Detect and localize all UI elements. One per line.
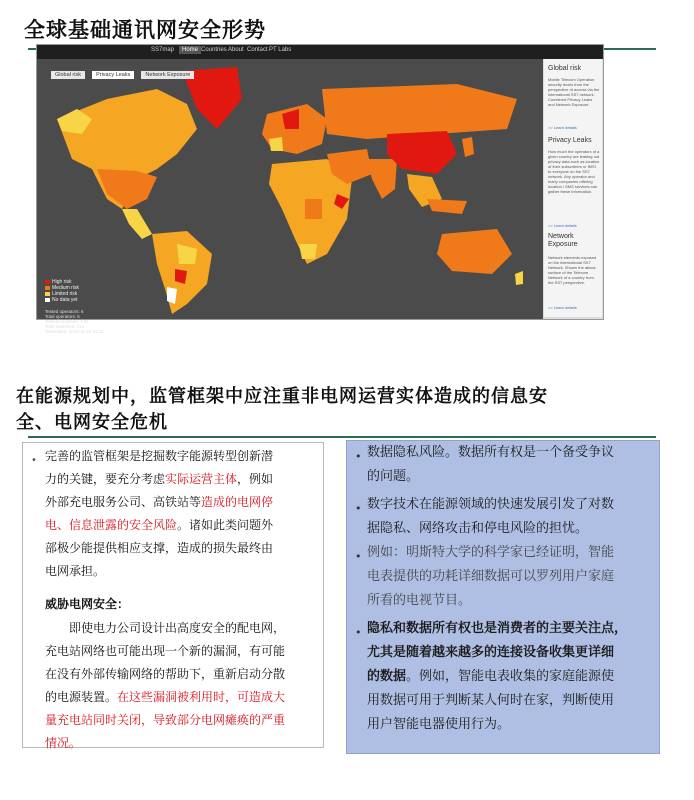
side-global-risk-text: Mobile Telecom Operation security levels from the perspective of access via the international SS7 network. Combined Privacy Leaks and Network Exposure. — [548, 77, 600, 107]
region-central-africa[interactable] — [305, 199, 322, 219]
region-russia[interactable] — [322, 84, 517, 139]
title-line1: 在能源规划中，监管框架中应注重非电网运营实体造成的信息安 — [16, 386, 548, 407]
world-map — [37, 59, 543, 334]
tab-privacy-leaks[interactable]: Privacy Leaks — [92, 71, 134, 79]
nav-ptlabs[interactable]: PT Labs — [269, 47, 292, 53]
map-legend — [45, 279, 79, 303]
nav-logo[interactable]: SS7map — [151, 47, 175, 53]
right-bullet-1: 数据隐私风险。数据所有权是一个备受争议 的问题。 — [367, 445, 615, 484]
side-network-link[interactable]: >> Learn details — [548, 305, 577, 310]
map-stats — [45, 309, 104, 334]
right-bullet-2: 数字技术在能源领域的快速发展引发了对数 据隐私、网络攻击和停电风险的担忧。 — [367, 497, 615, 536]
info-sidebar — [544, 59, 602, 317]
nav-about[interactable]: About — [228, 47, 244, 53]
slide-title-bottom — [16, 384, 656, 436]
side-network-title: Network Exposure — [548, 233, 578, 248]
right-bullet-4: 隐私和数据所有权也是消费者的主要关注点， 尤其是随着越来越多的连接设备收集更详细 的数据。例如，智能电表收集的家庭能源使 用数据可用于判断某人何时在家，判断使用 用户智能电器使用行为。 — [367, 621, 628, 732]
region-indonesia[interactable] — [427, 199, 467, 214]
bullet-dot: • — [31, 455, 37, 466]
region-china[interactable] — [387, 131, 457, 174]
side-privacy-text: How much the operators of a given country are leaking out privacy data such as location of their subscribers or IMSI to everyone on the SS7 network. Any operator and many companies offering location / SMS services can gather these information. — [548, 149, 600, 194]
region-south-africa[interactable] — [299, 244, 317, 259]
left-paragraph-1: 完善的监管框架是挖掘数字能源转型创新潜 力的关键，要充分考虑实际运营主体，例如 外部充电服务公司、高铁站等造成的电网停 电、信息泄露的安全风险。诸如此类问题外 部极少能提供相应支撑，造成的损失最终由 电网承担。 — [45, 449, 274, 578]
bullet-dot: • — [355, 502, 362, 515]
left-text-box — [22, 442, 324, 748]
legend-limited: Limited risk — [52, 291, 78, 297]
legend-medium: Medium risk — [52, 285, 79, 291]
nav-contact[interactable]: Contact — [247, 47, 268, 53]
region-india[interactable] — [367, 159, 397, 199]
bullet-dot: • — [355, 450, 362, 463]
region-new-zealand[interactable] — [515, 271, 523, 285]
stats-line: Total operators: 6 — [45, 314, 80, 319]
title-line2: 全、电网安全危机 — [16, 412, 168, 433]
right-text-box — [346, 440, 660, 754]
stats-line: Generated: 2016-11-24 20:11 — [45, 329, 104, 334]
region-iberia[interactable] — [269, 137, 283, 151]
legend-high: High risk — [52, 279, 72, 285]
side-privacy-link[interactable]: >> Learn details — [548, 223, 577, 228]
region-usa[interactable] — [97, 169, 157, 209]
world-map-svg — [37, 59, 543, 319]
side-network-text: Network elements exposed on the international SS7 Network. Shown the attack surface of the Telecom Network of a country from the SS7 perspective. — [548, 255, 597, 285]
stats-line: Tested countries: 148 — [45, 319, 88, 324]
bullet-dot: • — [355, 626, 362, 639]
divider-bottom — [28, 436, 656, 438]
legend-nodata: No data yet — [52, 297, 78, 303]
side-privacy-title: Privacy Leaks — [548, 137, 592, 144]
map-tabs — [51, 61, 196, 78]
region-central-america[interactable] — [122, 209, 152, 239]
left-heading-threat: 威胁电网安全： — [45, 597, 130, 611]
side-global-risk-link[interactable]: >> Learn details — [548, 125, 577, 130]
stats-line: Total countries: 214 — [45, 324, 85, 329]
side-global-risk-title: Global risk — [548, 65, 582, 72]
nav-countries[interactable]: Countries — [201, 47, 227, 53]
top-nav-bar — [37, 45, 603, 59]
region-australia[interactable] — [437, 229, 512, 274]
stats-line: Tested operators: 6 — [45, 309, 84, 314]
right-bullet-3: 例如：明斯特大学的科学家已经证明，智能 电表提供的功耗详细数据可以罗列用户家庭 所看的电视节目。 — [367, 545, 615, 608]
nav-home[interactable]: Home — [179, 46, 201, 54]
tab-network-exposure[interactable]: Network Exposure — [141, 71, 194, 79]
left-paragraph-2: 即使电力公司设计出高度安全的配电网， 充电站网络也可能出现一个新的漏洞，有可能 在没有外部传输网络的帮助下，重新启动分散 的电源装置。在这些漏洞被利用时，可造成大 量充电站同时关闭，导致部分电网瘫痪的严重 情况。 — [45, 621, 286, 750]
slide-title-top: 全球基础通讯网安全形势 — [24, 18, 266, 42]
ss7-map-screenshot — [36, 44, 604, 334]
bullet-dot: • — [355, 550, 362, 563]
region-japan[interactable] — [462, 137, 474, 157]
tab-global-risk[interactable]: Global risk — [51, 71, 85, 79]
